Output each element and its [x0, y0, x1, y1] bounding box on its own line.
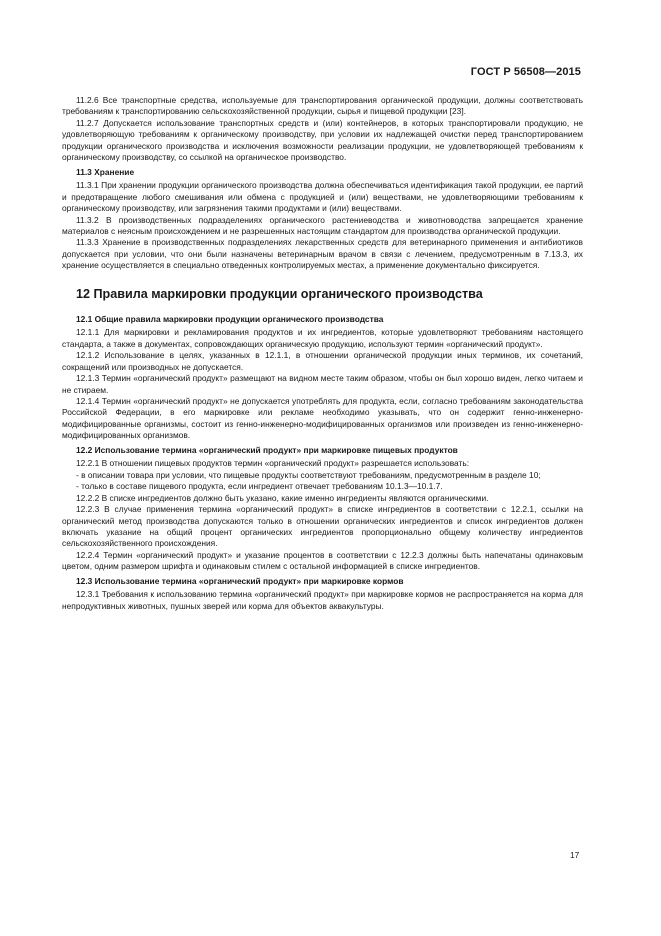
- section-heading: 12 Правила маркировки продукции органического производства: [76, 286, 483, 301]
- paragraph: 12.2.1 В отношении пищевых продуктов термин «органический продукт» разрешается использовать:: [76, 458, 470, 469]
- document-body: [62, 95, 583, 612]
- paragraph: 11.2.7 Допускается использование транспортных средств и (или) контейнеров, в которых транспортировали продукцию, не удовлетворяющую требованиям к органическому производству, при условии их надлежащей очистки перед транспортированием продукции органического производства и исключения возможности реализации продукции, не удовлетворяющей требованиям к органическому производству, со ссылкой на органическое производство.: [62, 117, 583, 163]
- paragraph: 12.2.3 В случае применения термина «органический продукт» в списке ингредиентов в соответствии с 12.2.1, ссылки на органический метод производства допускаются только в отношении органических ингредиентов и список ингредиентов должен включать указание на общий процент органических ингредиентов пропорционально общему количеству ингредиентов сельскохозяйственного происхождения.: [62, 504, 583, 549]
- subsection-heading: 11.3 Хранение: [76, 166, 135, 177]
- standard-header: ГОСТ Р 56508—2015: [470, 66, 581, 78]
- paragraph: 12.1.3 Термин «органический продукт» размещают на видном месте таким образом, чтобы он был хорошо виден, легко читаем и не стираем.: [62, 373, 583, 395]
- paragraph: 11.3.3 Хранение в производственных подразделениях лекарственных средств для ветеринарного применения и антибиотиков допускается при условии, что они были назначены ветеринарным врачом в связи с лечением, предусмотренным в 7.13.3, их хранение осуществляется в специально отведенных контролируемых местах, а применение документально фиксируется.: [62, 237, 583, 271]
- list-item: - в описании товара при условии, что пищевые продукты соответствуют требованиям, предусмотренным в разделе 10;: [76, 469, 541, 480]
- paragraph: 11.3.2 В производственных подразделениях органического растениеводства и животноводства запрещается хранение материалов с неясным происхождением и не разрешенных настоящим стандартом для производства органической продукции.: [62, 214, 583, 236]
- subsection-heading: 12.3 Использование термина «органический продукт» при маркировке кормов: [76, 575, 404, 586]
- paragraph: 11.2.6 Все транспортные средства, используемые для транспортирования органической продукции, должны соответствовать требованиям к транспортированию сельскохозяйственной продукции, сырья и пищевой продукции [23].: [62, 95, 583, 117]
- subsection-heading: 12.1 Общие правила маркировки продукции органического производства: [76, 313, 384, 324]
- subsection-heading: 12.2 Использование термина «органический продукт» при маркировке пищевых продуктов: [76, 444, 458, 455]
- paragraph: 12.1.2 Использование в целях, указанных в 12.1.1, в отношении органической продукции иных терминов, их сочетаний, сокращений или производных не допускается.: [62, 350, 583, 372]
- page-number: 17: [570, 850, 580, 860]
- paragraph: 12.3.1 Требования к использованию термина «органический продукт» при маркировке кормов не распространяется на корма для непродуктивных животных, пушных зверей или корма для объектов аквакультуры.: [62, 589, 583, 611]
- paragraph: 11.3.1 При хранении продукции органического производства должна обеспечиваться идентификация такой продукции, ее партий и предотвращение любого смешивания или обмена с продукцией и (или) веществами, не удовлетворяющими требованиям к органическому производству, или загрязнения такими продуктами и (или) веществами.: [62, 180, 583, 214]
- paragraph: 12.1.1 Для маркировки и рекламирования продуктов и их ингредиентов, которые удовлетворяют требованиям настоящего стандарта, а также в документах, сопровождающих органическую продукцию, используют термин «органический продукт».: [62, 327, 583, 349]
- list-item: - только в составе пищевого продукта, если ингредиент отвечает требованиям 10.1.3—10.1.7.: [76, 481, 443, 492]
- paragraph: 12.2.4 Термин «органический продукт» и указание процентов в соответствии с 12.2.3 должны быть напечатаны одинаковым цветом, одним размером шрифта и одинаковым стилем с остальной информацией в списке ингредиентов.: [62, 549, 583, 572]
- paragraph: 12.1.4 Термин «органический продукт» не допускается употреблять для продукта, если, согласно требованиям законодательства Российской Федерации, в его маркировке или рекламе необходимо указывать, что он содержит генно-инженерно-модифицированные организмы, состоит из генно-инженерно-модифицированных организмов или произведен из генно-инженерно-модифицированных организмов.: [62, 395, 583, 441]
- paragraph: 12.2.2 В списке ингредиентов должно быть указано, какие именно ингредиенты являются органическими.: [76, 492, 489, 503]
